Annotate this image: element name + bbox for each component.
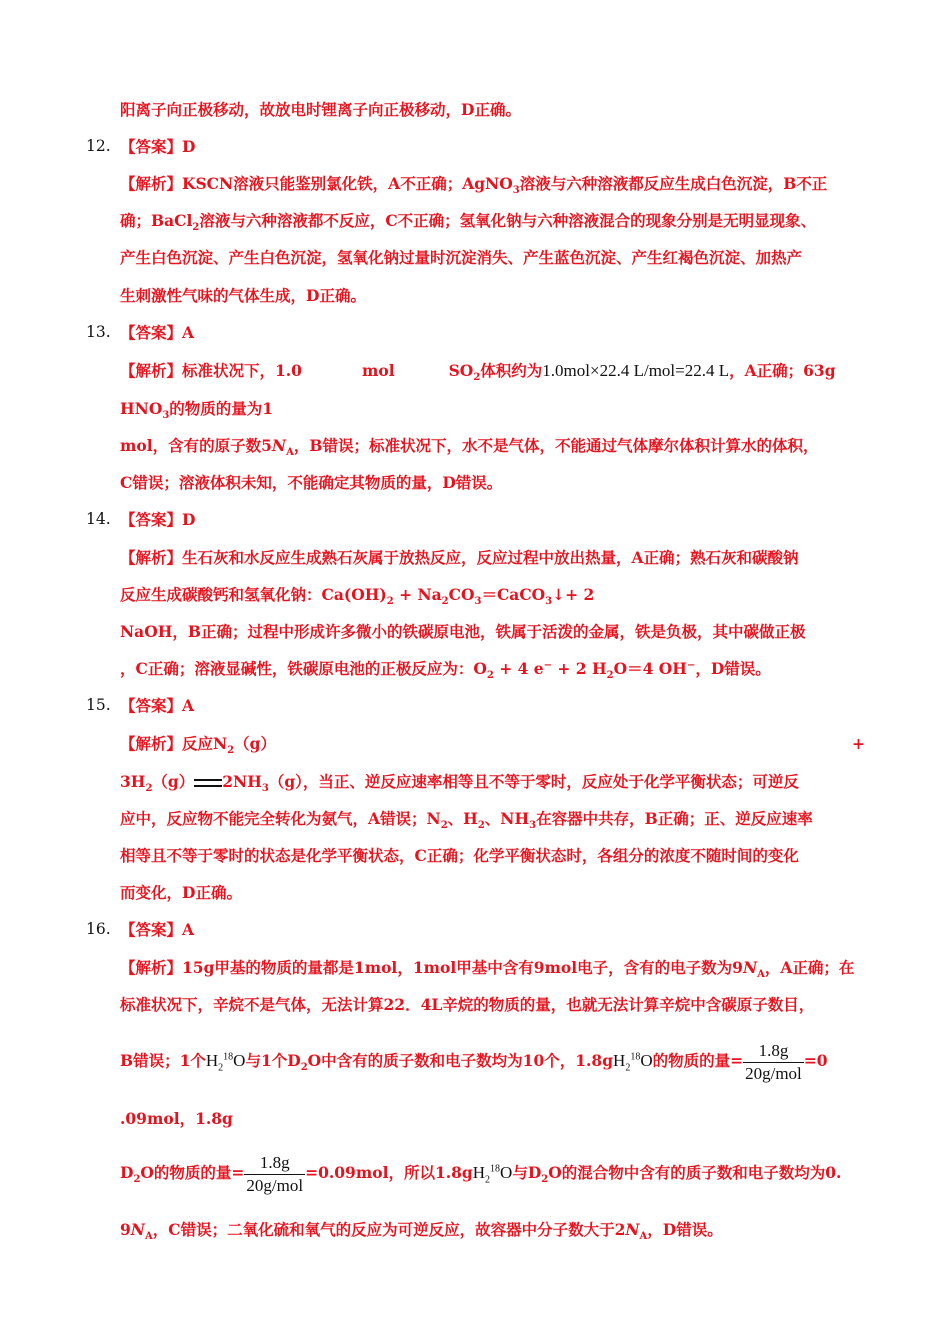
analysis-16-line4: .09mol，1.8g [120,1109,233,1128]
question-number-15: 15. [86,696,111,714]
answer-14: 【答案】D [120,510,196,529]
answer-12: 【答案】D [120,137,196,156]
analysis-14-line2: 反应生成碳酸钙和氢氧化钠：$Ca(OH)_2$ + $Na_2CO_3=CaCO_3↓+ 2$ [120,585,595,608]
analysis-14-line3: NaOH，B正确；过程中形成许多微小的铁碳原电池，铁属于活泼的金属，铁是负极，其中碳做正极 [120,622,806,641]
water-18o-formula: $H_2^{18}O$ [613,1051,653,1074]
analysis-12-line1: 【解析】KSCN溶液只能鉴别氯化铁，A不正确；AgNO$_3$溶液与六种溶液都反应生成白色沉淀，B不正 [120,174,828,197]
analysis-13-line3: mol，含有的原子数$5N_A$，B错误；标准状况下，水不是气体，不能通过气体摩尔体积计算水的体积， [120,436,819,459]
question-number-14: 14. [86,510,111,528]
continued-line: 阳离子向正极移动，故放电时锂离子向正极移动，D正确。 [120,100,521,119]
answer-13: 【答案】A [120,323,195,342]
analysis-13-line2: $HNO_3$的物质的量为1 [120,399,274,422]
analysis-16-line6: $9N_A$，C错误；二氧化硫和氧气的反应为可逆反应，故容器中分子数大于$2N_A$，D错误。 [120,1220,723,1243]
analysis-15-line4: 相等且不等于零时的状态是化学平衡状态，C正确；化学平衡状态时，各组分的浓度不随时间的变化 [120,846,799,865]
question-number-12: 12. [86,137,111,155]
question-number-16: 16. [86,920,111,938]
analysis-15-line3: 应中，反应物不能完全转化为氨气，A错误；$N_2$、$H_2$、$NH_3$在容器中共存，B正确；正、逆反应速率 [120,809,813,832]
plus-sign: + [852,734,865,753]
analysis-15-line5: 而变化，D正确。 [120,883,242,902]
analysis-16-line3: B错误；1个$H_2^{18}O$与1个$D_2O$中含有的质子数和电子数均为10个，$1.8gH_2^{18}O$的物质的量= $\frac{1.8g}{\text{20g/mol}}$ =0 [120,1040,828,1083]
analysis-14-line1: 【解析】生石灰和水反应生成熟石灰属于放热反应，反应过程中放出热量，A正确；熟石灰和碳酸钠 [120,548,799,567]
analysis-16-line2: 标准状况下，辛烷不是气体，无法计算22．4L辛烷的物质的量，也就无法计算辛烷中含碳原子数目， [120,995,815,1014]
analysis-12-line3: 产生白色沉淀、产生白色沉淀，氢氧化钠过量时沉淀消失、产生蓝色沉淀、产生红褐色沉淀、加热产 [120,248,803,267]
water-18o-formula: $H_2^{18}O$ [205,1051,246,1074]
answer-15: 【答案】A [120,696,195,715]
analysis-14-line4: ，C正确；溶液显碱性，铁碳原电池的正极反应为：$O_2 + 4$ e− + 2 $H_2O=4$ OH−，D错误。 [120,659,771,682]
answer-16: 【答案】A [120,920,195,939]
analysis-15-line1: 【解析】反应$N_2(g)$ [120,734,276,757]
analysis-13-line4: C错误；溶液体积未知，不能确定其物质的量，D错误。 [120,473,503,492]
fraction-mass-over-molar-mass: $\frac{1.8g}{\text{20g/mol}}$ [246,1152,304,1195]
analysis-16-line5: $D_2O$的物质的量= $\frac{1.8g}{\text{20g/mol}}$ =0.09mol，所以$1.8gH_2^{18}O$与$D_2O$的混合物中含有的质子数和电子数均为0. [120,1152,842,1195]
analysis-16-line1: 【解析】15g甲基的物质的量都是1mol，1mol甲基中含有9mol电子，含有的电子数为$9N_A$，A正确；在 [120,958,855,981]
analysis-12-line4: 生刺激性气味的气体生成，D正确。 [120,286,366,305]
analysis-12-line2: 确；BaCl$_2$溶液与六种溶液都不反应，C不正确；氢氧化钠与六种溶液混合的现象分别是无明显现象、 [120,211,817,234]
analysis-15-line2: $3H_2(g)$ $2NH_3(g)$，当正、逆反应速率相等且不等于零时，反应处于化学平衡状态；可逆反 [120,772,799,795]
question-number-13: 13. [86,323,111,341]
analysis-13-line1: 【解析】标准状况下，1.0 mol $SO_2$体积约为1.0mol×22.4 L/mol=22.4 L，A正确；63g [120,361,836,384]
equilibrium-arrow-icon [194,777,222,789]
water-18o-formula: $H_2^{18}O$ [472,1163,513,1186]
fraction-mass-over-molar-mass: $\frac{1.8g}{\text{20g/mol}}$ [745,1040,802,1083]
